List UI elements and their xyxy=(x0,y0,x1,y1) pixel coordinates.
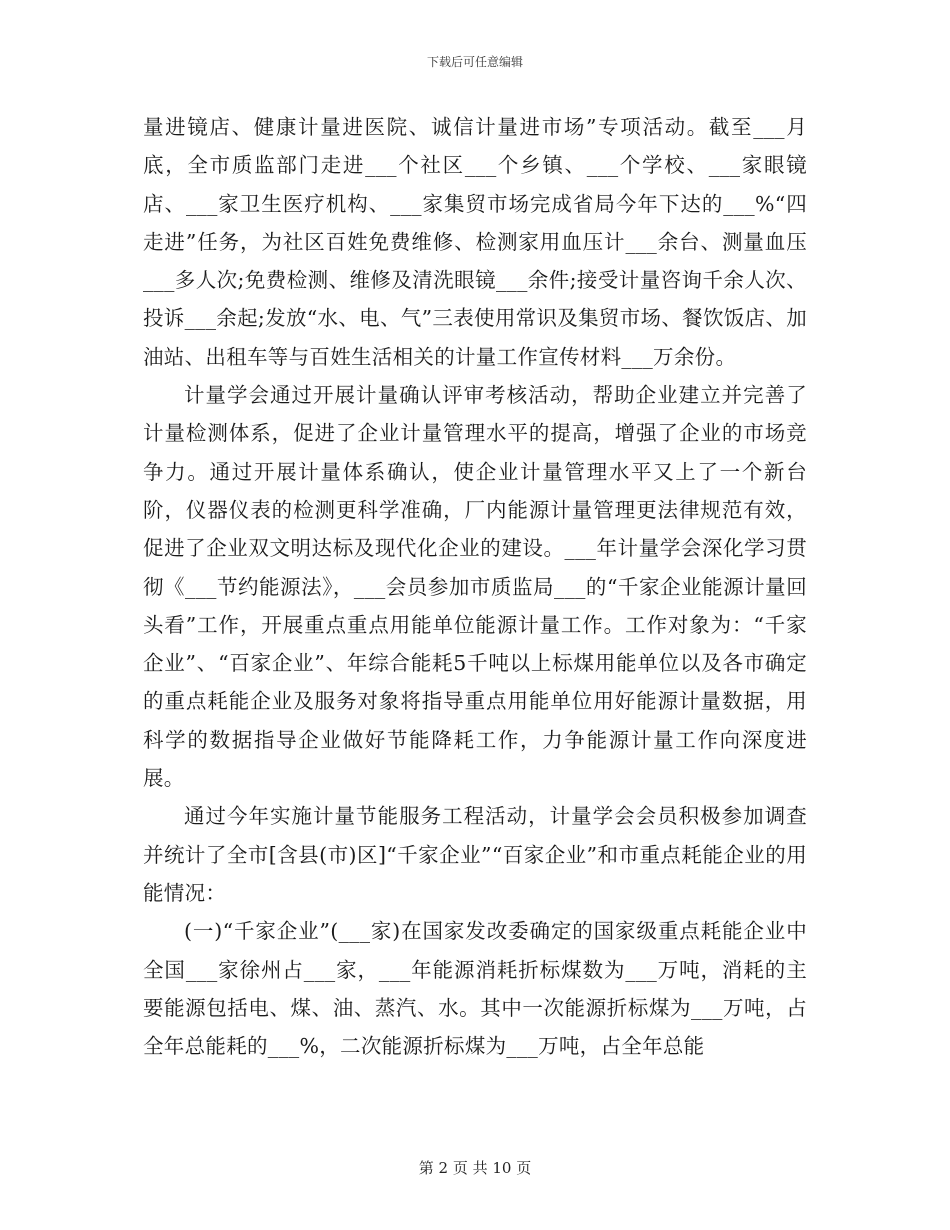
paragraph-2: 计量学会通过开展计量确认评审考核活动，帮助企业建立并完善了计量检测体系，促进了企业计量管理水平的提高，增强了企业的市场竞争力。通过开展计量体系确认，使企业计量管理水平又上了一个新台阶，仪器仪表的检测更科学准确，厂内能源计量管理更法律规范有效，促进了企业双文明达标及现代化企业的建设。___年计量学会深化学习贯彻《___节约能源法》，___会员参加市质监局___的“千家企业能源计量回头看”工作，开展重点重点用能单位能源计量工作。工作对象为：“千家企业”、“百家企业”、年综合能耗5千吨以上标煤用能单位以及各市确定的重点耗能企业及服务对象将指导重点用能单位用好能源计量数据，用科学的数据指导企业做好节能降耗工作，力争能源计量工作向深度进展。 xyxy=(143,383,807,791)
body-text xyxy=(143,108,807,1065)
paragraph-1: 量进镜店、健康计量进医院、诚信计量进市场”专项活动。截至___月底，全市质监部门走进___个社区___个乡镇、___个学校、___家眼镜店、___家卫生医疗机构、___家集贸市场完成省局今年下达的___%“四走进”任务，为社区百姓免费维修、检测家用血压计___余台、测量血压___多人次;免费检测、维修及清洗眼镜___余件;接受计量咨询千余人次、投诉___余起;发放“水、电、气”三表使用常识及集贸市场、餐饮饭店、加油站、出租车等与百姓生活相关的计量工作宣传材料___万余份。 xyxy=(143,115,807,369)
paragraph-4: (一)“千家企业”(___家)在国家发改委确定的国家级重点耗能企业中全国___家徐州占___家，___年能源消耗折标煤数为___万吨，消耗的主要能源包括电、煤、油、蒸汽、水。其中一次能源折标煤为___万吨，占全年总能耗的___%，二次能源折标煤为___万吨，占全年总能 xyxy=(143,919,807,1059)
paragraph-3: 通过今年实施计量节能服务工程活动，计量学会会员积极参加调查并统计了全市[含县(市)区]“千家企业”“百家企业”和市重点耗能企业的用能情况： xyxy=(143,804,807,905)
page-footer: 第 2 页 共 10 页 xyxy=(418,1159,532,1177)
page-header: 下载后可任意编辑 xyxy=(426,55,523,69)
